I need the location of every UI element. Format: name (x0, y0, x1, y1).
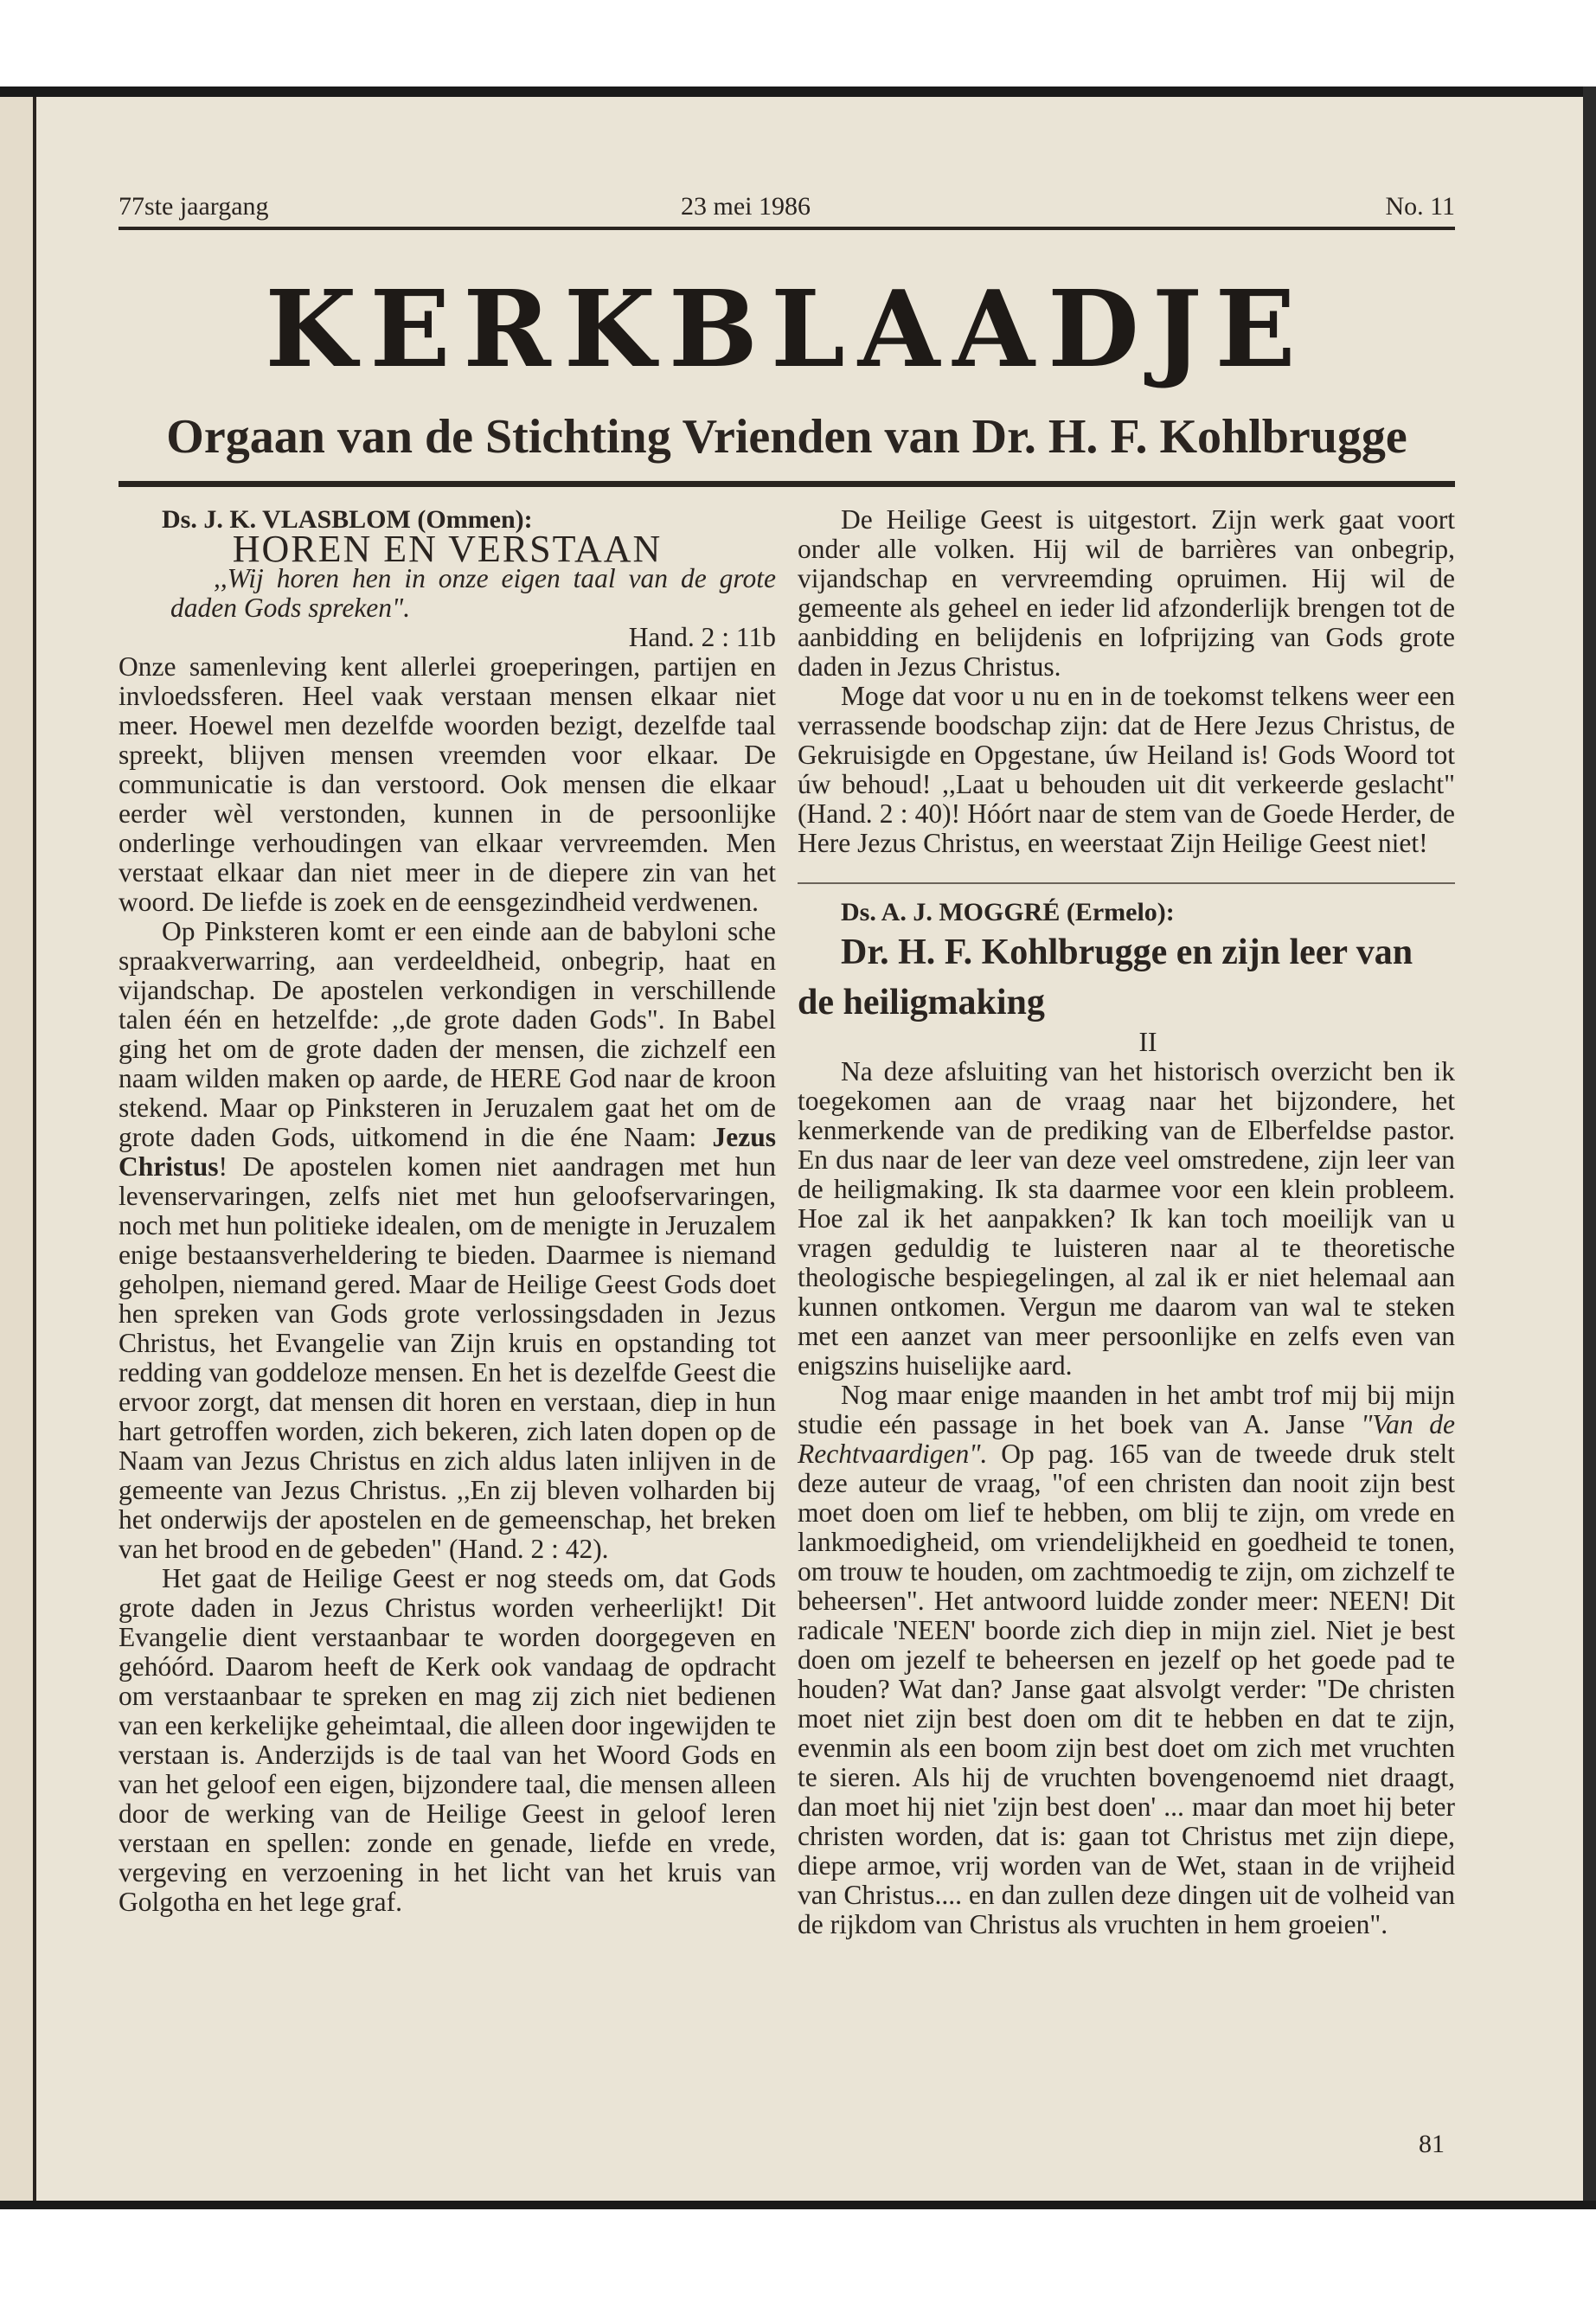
left-column (119, 505, 776, 1917)
running-head (119, 192, 1455, 227)
article1-emphasis: Jezus Christus (119, 1122, 777, 1182)
scan-top-shadow (0, 87, 1596, 97)
header-rule (119, 227, 1455, 230)
article2-text: Nog maar enige maanden in het ambt trof mij bij mijn studie eén passage in het boek van A. Janse (798, 1380, 1455, 1439)
article1-quote: ,,Wij horen hen in onze eigen taal van de grote daden Gods spreken". (170, 563, 776, 623)
article2-book-title: "Van de Rechtvaardigen". (798, 1409, 1456, 1469)
masthead-title: KERKBLAADJE (265, 266, 1309, 391)
article1-paragraph: De Heilige Geest is uitgestort. Zijn werk gaat voort onder alle volken. Hij wil de barrières van onbegrip, vijandschap en vervreemding opruimen. Hij wil de gemeente als geheel en ieder lid afzonderlijk brengen tot de aanbidding en belijdenis en lofprijzing van Gods grote daden in Jezus Christus. (798, 504, 1455, 682)
right-column (798, 505, 1455, 1939)
article2-part: II (1138, 1027, 1157, 1057)
article1-paragraph (119, 917, 776, 1564)
masthead-subtitle: Orgaan van de Stichting Vrienden van Dr. H. F. Kohlbrugge (166, 410, 1407, 464)
scan-bottom-shadow (0, 2201, 1596, 2209)
article1-paragraph: Moge dat voor u nu en in de toekomst telkens weer een verrassende boodschap zijn: dat de Here Jezus Christus, de Gekruisigde en Opgestane, úw Heiland is! Gods Woord tot úw behoud! ,,Laat u behouden uit dit verkeerde geslacht" (Hand. 2 : 40)! Hóórt naar de stem van de Goede Herder, de Here Jezus Christus, en weerstaat Zijn Heilige Geest niet! (798, 681, 1455, 858)
article1-quote-ref: Hand. 2 : 11b (628, 622, 776, 652)
book-binding-edge (0, 97, 36, 2201)
masthead-rule (119, 481, 1455, 487)
article2-author: Ds. A. J. MOGGRÉ (Ermelo): (841, 898, 1175, 926)
volume-label: 77ste jaargang (119, 192, 269, 221)
article1-text: ! De apostelen komen niet aandragen met hun levenservaringen, zelfs niet met hun geloofservaringen, noch met hun politieke idealen, om de menigte in Jeruzalem enige bestaansverheldering te bieden. Daarmee is niemand geholpen, niemand gered. Maar de Heilige Geest Gods doet hen spreken van Gods grote verlossingsdaden in Jezus Christus, het Evangelie van Zijn kruis en opstanding tot redding van goddeloze mensen. En het is dezelfde Geest die ervoor zorgt, dat mensen dit horen en verstaan, diep in hun hart getroffen worden, zich bekeren, zich laten dopen op de Naam van Jezus Christus en zich aldus laten inlijven in de gemeente van Jezus Christus. ,,En zij bleven volharden bij het onderwijs der apostelen en de gemeenschap, het breken van het brood en de gebeden" (Hand. 2 : 42). (119, 1151, 776, 1564)
article2-paragraph: Na deze afsluiting van het historisch overzicht ben ik toegekomen aan de vraag naar het bijzondere, het kenmerkende van de prediking van de Elberfeldse pastor. En dus naar de leer van deze veel omstredene, zijn leer van de heiligmaking. Ik sta daarmee voor een klein probleem. Hoe zal ik het aanpakken? Ik kan toch moeilijk van u vragen geduldig te luisteren naar al te theoretische theologische bespiegelingen, al zal ik er niet helemaal aan kunnen ontkomen. Vergun me daarom van wal te steken met een aanzet van meer persoonlijke en zelfs even van enigszins huiselijke aard. (798, 1056, 1455, 1381)
article1-paragraph: Het gaat de Heilige Geest er nog steeds om, dat Gods grote daden in Jezus Christus worden verheerlijkt! Dit Evangelie dient verstaanbaar te worden doorgegeven en gehóórd. Daarom heeft de Kerk ook vandaag de opdracht om verstaanbaar te spreken en mag zij zich niet bedienen van een kerkelijke geheimtaal, die alleen door ingewijden te verstaan is. Anderzijds is de taal van het Woord Gods en van het geloof een eigen, bijzondere taal, die mensen alleen door de werking van de Heilige Geest in geloof leren verstaan en spellen: zonde en genade, liefde en vrede, vergeving en verzoening in het licht van het kruis van Golgotha en het lege graf. (119, 1563, 776, 1917)
article-separator (798, 882, 1455, 884)
issue-number: No. 11 (1385, 192, 1455, 221)
article1-text: Op Pinksteren komt er een einde aan de babyloni sche spraakverwarring, aan verdeeldheid, onbegrip, haat en vijandschap. De apostelen verkondigen in verschillende talen één en hetzelfde: ,,de grote daden Gods". In Babel ging het om de grote daden der mensen, die zichzelf een naam wilden maken op aarde, de HERE God naar de kroon stekend. Maar op Pinksteren in Jeruzalem gaat het om de grote daden Gods, uitkomend in die éne Naam: (119, 916, 776, 1152)
scan-right-edge (1583, 87, 1596, 2201)
article1-title: HOREN EN VERSTAAN (232, 528, 663, 570)
article1-paragraph: Onze samenleving kent allerlei groeperingen, partijen en invloedssferen. Heel vaak verstaan mensen elkaar niet meer. Hoewel men dezelfde woorden bezigt, dezelfde taal spreekt, blijven mensen vreemden voor elkaar. De communicatie is dan verstoord. Ook mensen die elkaar eerder wèl verstonden, kunnen in de persoonlijke onderlinge verhoudingen van elkaar vervreemden. Men verstaat elkaar dan niet meer in de diepere zin van het woord. De liefde is zoek en de eensgezindheid verdwenen. (119, 651, 776, 917)
issue-date: 23 mei 1986 (681, 192, 811, 221)
article2-paragraph (798, 1381, 1455, 1939)
article1-author: Ds. J. K. VLASBLOM (Ommen): (162, 505, 533, 534)
page-number: 81 (1419, 2130, 1445, 2158)
article2-title: Dr. H. F. Kohlbrugge en zijn leer van de heiligmaking (798, 933, 1413, 1022)
article2-text: Op pag. 165 van de tweede druk stelt deze auteur de vraag, "of een christen dan nooit zijn best moet doen om lief te hebben, om blij te zijn, om vrede en lankmoedigheid, om vriendelijkheid en goedheid te tonen, om trouw te houden, om zachtmoedig te zijn, om zichzelf te beheersen". Het antwoord luidde zonder meer: NEEN! Dit radicale 'NEEN' boorde zich diep in mijn ziel. Niet je best doen om jezelf te beheersen en jezelf op het goede pad te houden? Wat dan? Janse gaat alsvolgt verder: "De christen moet niet zijn best doen om dit te hebben en dat te zijn, evenmin als een boom zijn best doet om zich met vruchten te sieren. Als hij de vruchten bovengenoemd niet draagt, dan moet hij niet 'zijn best doen' ... maar dan moet hij beter christen worden, dat is: gaan tot Christus met zijn diepe, diepe armoe, vrij worden van de Wet, staan in de vrijheid van Christus.... en dan zullen deze dingen uit de volheid van de rijkdom van Christus als vruchten in hem groeien". (798, 1439, 1455, 1939)
